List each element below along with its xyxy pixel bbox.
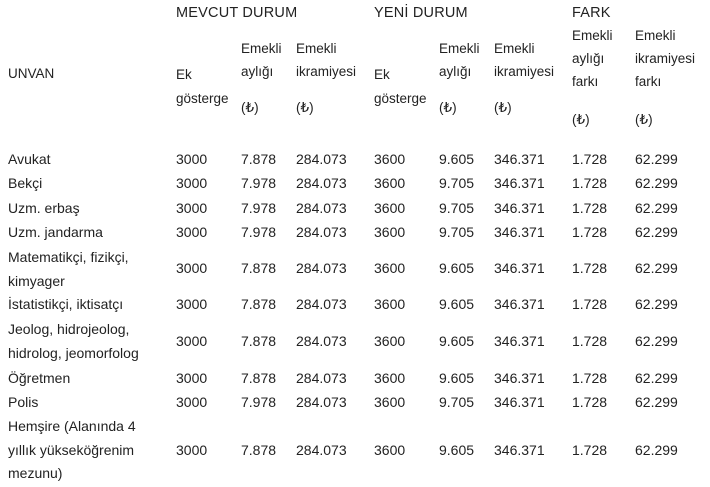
row-title: Uzm. jandarma bbox=[8, 224, 103, 240]
cell-current-bonus: 284.073 bbox=[296, 442, 347, 458]
row-title-line1: Jeolog, hidrojeolog, bbox=[8, 321, 130, 337]
cell-new-pension: 9.705 bbox=[439, 224, 475, 240]
cell-new-ek: 3600 bbox=[374, 370, 406, 386]
cell-current-bonus: 284.073 bbox=[296, 333, 347, 349]
cell-diff-pension: 1.728 bbox=[572, 200, 608, 216]
cell-current-pension: 7.978 bbox=[241, 175, 277, 191]
cell-new-ek: 3600 bbox=[374, 175, 406, 191]
column-header-current-pension-line1: Emekli bbox=[241, 41, 282, 56]
column-header-diff-pension-line2: aylığı bbox=[572, 51, 605, 66]
cell-diff-pension: 1.728 bbox=[572, 175, 608, 191]
cell-diff-bonus: 62.299 bbox=[635, 442, 678, 458]
cell-current-pension: 7.878 bbox=[241, 260, 277, 276]
cell-new-bonus: 346.371 bbox=[494, 296, 545, 312]
column-header-diff-pension-line1: Emekli bbox=[572, 28, 613, 43]
column-header-current-ek-line2: gösterge bbox=[176, 91, 229, 106]
cell-new-ek: 3600 bbox=[374, 394, 406, 410]
cell-new-ek: 3600 bbox=[374, 151, 406, 167]
row-title-line2: kimyager bbox=[8, 273, 65, 289]
group-new-header: YENİ DURUM bbox=[374, 5, 468, 21]
cell-current-bonus: 284.073 bbox=[296, 151, 347, 167]
column-header-current-bonus-line2: ikramiyesi bbox=[296, 64, 357, 79]
row-title-line3: mezunu) bbox=[8, 465, 63, 481]
row-title: Avukat bbox=[8, 151, 51, 167]
cell-new-bonus: 346.371 bbox=[494, 151, 545, 167]
cell-new-bonus: 346.371 bbox=[494, 333, 545, 349]
cell-current-pension: 7.978 bbox=[241, 224, 277, 240]
cell-current-pension: 7.878 bbox=[241, 296, 277, 312]
column-header-new-ek-line2: gösterge bbox=[374, 91, 427, 106]
cell-new-bonus: 346.371 bbox=[494, 394, 545, 410]
column-header-new-pension-unit: (₺) bbox=[439, 100, 457, 115]
cell-diff-bonus: 62.299 bbox=[635, 151, 678, 167]
cell-current-pension: 7.978 bbox=[241, 394, 277, 410]
row-title-line2: hidrolog, jeomorfolog bbox=[8, 345, 139, 361]
cell-new-pension: 9.705 bbox=[439, 200, 475, 216]
cell-diff-pension: 1.728 bbox=[572, 296, 608, 312]
cell-diff-pension: 1.728 bbox=[572, 370, 608, 386]
column-header-new-pension-line2: aylığı bbox=[439, 64, 472, 79]
column-header-current-pension-unit: (₺) bbox=[241, 100, 259, 115]
cell-new-ek: 3600 bbox=[374, 224, 406, 240]
row-title: İstatistikçi, iktisatçı bbox=[8, 296, 124, 312]
cell-new-pension: 9.605 bbox=[439, 442, 475, 458]
cell-new-bonus: 346.371 bbox=[494, 442, 545, 458]
cell-current-ek: 3000 bbox=[176, 370, 208, 386]
cell-current-pension: 7.878 bbox=[241, 370, 277, 386]
column-header-diff-bonus-line3: farkı bbox=[635, 74, 662, 89]
cell-current-bonus: 284.073 bbox=[296, 224, 347, 240]
cell-new-bonus: 346.371 bbox=[494, 200, 545, 216]
cell-current-bonus: 284.073 bbox=[296, 394, 347, 410]
cell-current-pension: 7.878 bbox=[241, 333, 277, 349]
column-header-current-pension-line2: aylığı bbox=[241, 64, 274, 79]
cell-current-ek: 3000 bbox=[176, 224, 208, 240]
cell-current-ek: 3000 bbox=[176, 200, 208, 216]
row-title-line1: Matematikçi, fizikçi, bbox=[8, 249, 129, 265]
column-header-diff-pension-line3: farkı bbox=[572, 74, 599, 89]
cell-diff-bonus: 62.299 bbox=[635, 394, 678, 410]
cell-current-bonus: 284.073 bbox=[296, 370, 347, 386]
cell-diff-bonus: 62.299 bbox=[635, 260, 678, 276]
cell-new-bonus: 346.371 bbox=[494, 370, 545, 386]
column-header-new-bonus-line2: ikramiyesi bbox=[494, 64, 555, 79]
cell-current-bonus: 284.073 bbox=[296, 260, 347, 276]
group-diff-header: FARK bbox=[572, 5, 611, 21]
cell-new-bonus: 346.371 bbox=[494, 224, 545, 240]
cell-diff-pension: 1.728 bbox=[572, 333, 608, 349]
cell-current-bonus: 284.073 bbox=[296, 296, 347, 312]
column-header-new-bonus-unit: (₺) bbox=[494, 100, 512, 115]
cell-new-pension: 9.605 bbox=[439, 296, 475, 312]
cell-diff-pension: 1.728 bbox=[572, 442, 608, 458]
cell-new-pension: 9.605 bbox=[439, 333, 475, 349]
column-header-new-bonus-line1: Emekli bbox=[494, 41, 535, 56]
cell-current-bonus: 284.073 bbox=[296, 200, 347, 216]
column-header-current-bonus-unit: (₺) bbox=[296, 100, 314, 115]
column-header-title: UNVAN bbox=[8, 66, 55, 81]
cell-new-pension: 9.605 bbox=[439, 151, 475, 167]
cell-new-ek: 3600 bbox=[374, 296, 406, 312]
column-header-diff-pension-unit: (₺) bbox=[572, 112, 590, 127]
cell-current-pension: 7.878 bbox=[241, 442, 277, 458]
column-header-diff-bonus-unit: (₺) bbox=[635, 112, 653, 127]
cell-new-pension: 9.705 bbox=[439, 175, 475, 191]
cell-current-pension: 7.878 bbox=[241, 151, 277, 167]
cell-new-bonus: 346.371 bbox=[494, 175, 545, 191]
cell-diff-bonus: 62.299 bbox=[635, 370, 678, 386]
row-title: Bekçi bbox=[8, 175, 43, 191]
cell-diff-bonus: 62.299 bbox=[635, 175, 678, 191]
row-title: Uzm. erbaş bbox=[8, 200, 80, 216]
cell-diff-pension: 1.728 bbox=[572, 151, 608, 167]
cell-new-pension: 9.605 bbox=[439, 370, 475, 386]
cell-current-ek: 3000 bbox=[176, 442, 208, 458]
cell-diff-bonus: 62.299 bbox=[635, 296, 678, 312]
cell-diff-bonus: 62.299 bbox=[635, 200, 678, 216]
cell-diff-pension: 1.728 bbox=[572, 224, 608, 240]
cell-diff-bonus: 62.299 bbox=[635, 333, 678, 349]
cell-current-ek: 3000 bbox=[176, 260, 208, 276]
cell-current-ek: 3000 bbox=[176, 333, 208, 349]
cell-new-ek: 3600 bbox=[374, 442, 406, 458]
row-title: Polis bbox=[8, 394, 39, 410]
cell-current-ek: 3000 bbox=[176, 394, 208, 410]
cell-current-pension: 7.978 bbox=[241, 200, 277, 216]
column-header-current-bonus-line1: Emekli bbox=[296, 41, 337, 56]
column-header-new-ek-line1: Ek bbox=[374, 67, 390, 82]
cell-diff-bonus: 62.299 bbox=[635, 224, 678, 240]
column-header-new-pension-line1: Emekli bbox=[439, 41, 480, 56]
cell-new-bonus: 346.371 bbox=[494, 260, 545, 276]
cell-current-ek: 3000 bbox=[176, 296, 208, 312]
cell-new-pension: 9.605 bbox=[439, 260, 475, 276]
cell-diff-pension: 1.728 bbox=[572, 260, 608, 276]
cell-current-bonus: 284.073 bbox=[296, 175, 347, 191]
column-header-diff-bonus-line2: ikramiyesi bbox=[635, 51, 696, 66]
row-title-line2: yıllık yükseköğrenim bbox=[8, 442, 135, 458]
group-current-header: MEVCUT DURUM bbox=[176, 5, 298, 21]
cell-diff-pension: 1.728 bbox=[572, 394, 608, 410]
column-header-current-ek-line1: Ek bbox=[176, 67, 192, 82]
cell-new-ek: 3600 bbox=[374, 333, 406, 349]
row-title: Öğretmen bbox=[8, 370, 71, 386]
cell-new-ek: 3600 bbox=[374, 260, 406, 276]
column-header-diff-bonus-line1: Emekli bbox=[635, 28, 676, 43]
cell-current-ek: 3000 bbox=[176, 151, 208, 167]
cell-current-ek: 3000 bbox=[176, 175, 208, 191]
row-title-line1: Hemşire (Alanında 4 bbox=[8, 418, 136, 434]
cell-new-ek: 3600 bbox=[374, 200, 406, 216]
cell-new-pension: 9.705 bbox=[439, 394, 475, 410]
